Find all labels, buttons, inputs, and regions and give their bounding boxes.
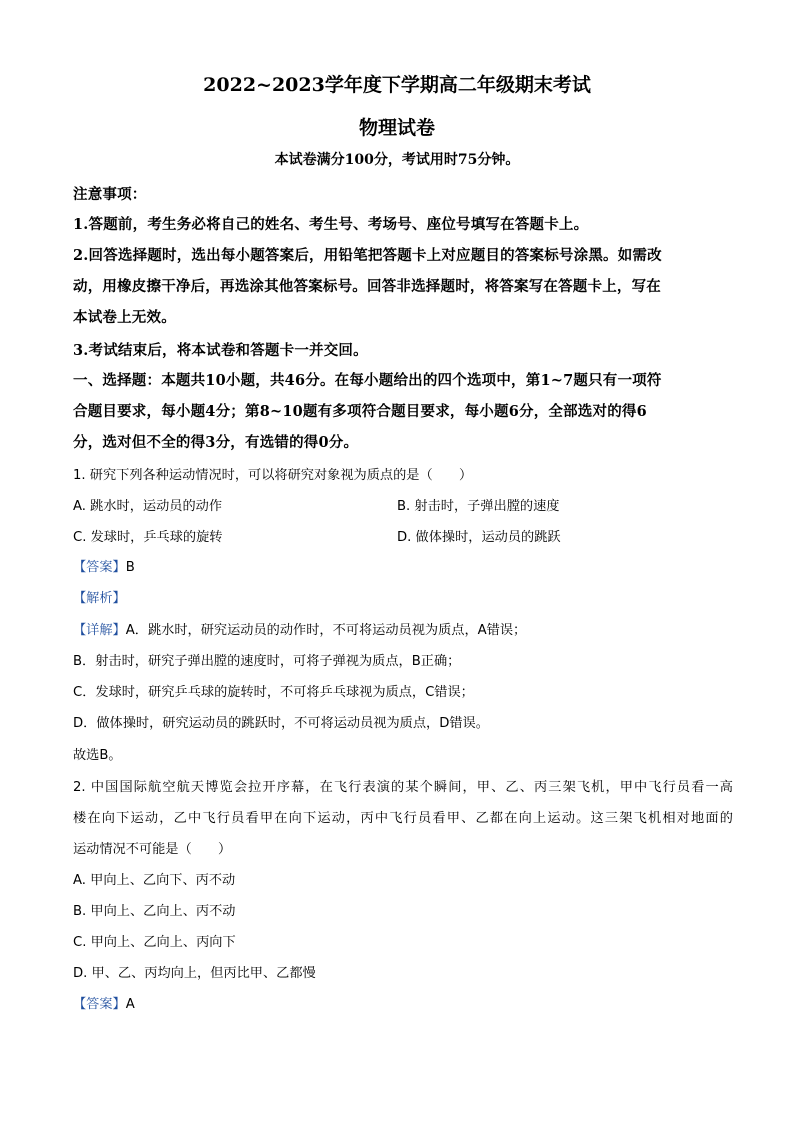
notice-heading: 注意事项：	[73, 186, 147, 203]
q2-stem-line-2: 楼在向下运动，乙中飞行员看甲在向下运动，丙中飞行员看甲、乙都在向上运动。这三架飞机相对地面的	[73, 811, 733, 826]
q1-option-d: D. 做体操时，运动员的跳跃	[397, 530, 561, 545]
q1-option-b: B. 射击时，子弹出膛的速度	[397, 499, 560, 514]
q1-conclusion: 故选B。	[73, 748, 122, 763]
q1-detail-c: C．发球时，研究乒乓球的旋转时，不可将乒乓球视为质点，C错误；	[73, 685, 474, 700]
q1-detail-a: A．跳水时，研究运动员的动作时，不可将运动员视为质点，A错误；	[125, 623, 527, 638]
q2-answer: A	[125, 997, 135, 1012]
notice-item-2-cont: 动，用橡皮擦干净后，再选涂其他答案标号。回答非选择题时，将答案写在答题卡上，写在	[73, 278, 661, 295]
q1-answer: B	[125, 560, 135, 575]
notice-item-3: 3.考试结束后，将本试卷和答题卡一并交回。	[73, 342, 368, 359]
q1-stem: 1. 研究下列各种运动情况时，可以将研究对象视为质点的是（ ）	[73, 468, 473, 483]
answer-tag: 【答案】	[73, 997, 126, 1012]
q1-detail-d: D．做体操时，研究运动员的跳跃时，不可将运动员视为质点，D错误。	[73, 716, 489, 731]
q1-detail-b: B．射击时，研究子弹出膛的速度时，可将子弹视为质点，B正确；	[73, 654, 461, 669]
detail-tag: 【详解】	[73, 623, 126, 638]
q2-option-a: A. 甲向上、乙向下、丙不动	[73, 873, 236, 888]
exam-info: 本试卷满分100分，考试用时75分钟。	[274, 152, 520, 168]
q1-detail-line-1	[73, 619, 733, 638]
q2-stem-line-3: 运动情况不可能是（ ）	[73, 842, 232, 857]
section-heading-line-2: 合题目要求，每小题4分；第8~10题有多项符合题目要求，每小题6分，全部选对的得6	[73, 403, 647, 420]
notice-item-2-end: 本试卷上无效。	[73, 309, 176, 326]
exam-title: 2022~2023学年度下学期高二年级期末考试	[203, 74, 591, 96]
q2-stem-line-1: 2. 中国国际航空航天博览会拉开序幕，在飞行表演的某个瞬间，甲、乙、丙三架飞机，甲中飞行员看一高	[73, 780, 733, 795]
q1-option-a: A. 跳水时，运动员的动作	[73, 499, 223, 514]
q1-answer-line	[73, 556, 733, 575]
q2-option-d: D. 甲、乙、丙均向上，但丙比甲、乙都慢	[73, 966, 316, 981]
analysis-tag: 【解析】	[73, 591, 126, 606]
exam-subtitle: 物理试卷	[358, 117, 435, 139]
answer-tag: 【答案】	[73, 560, 126, 575]
notice-item-2: 2.回答选择题时，选出每小题答案后，用铅笔把答题卡上对应题目的答案标号涂黑。如需改	[73, 247, 662, 264]
section-heading-line-3: 分，选对但不全的得3分，有选错的得0分。	[73, 434, 359, 451]
q1-option-c: C. 发球时，乒乓球的旋转	[73, 530, 223, 545]
q2-answer-line	[73, 993, 733, 1012]
q2-option-c: C. 甲向上、乙向上、丙向下	[73, 935, 236, 950]
q1-analysis-line	[73, 587, 733, 606]
q2-option-b: B. 甲向上、乙向上、丙不动	[73, 904, 236, 919]
notice-item-1: 1.答题前，考生务必将自己的姓名、考生号、考场号、座位号填写在答题卡上。	[73, 216, 589, 233]
section-heading-line-1: 一、选择题：本题共10小题，共46分。在每小题给出的四个选项中，第1~7题只有一项符	[73, 372, 662, 389]
